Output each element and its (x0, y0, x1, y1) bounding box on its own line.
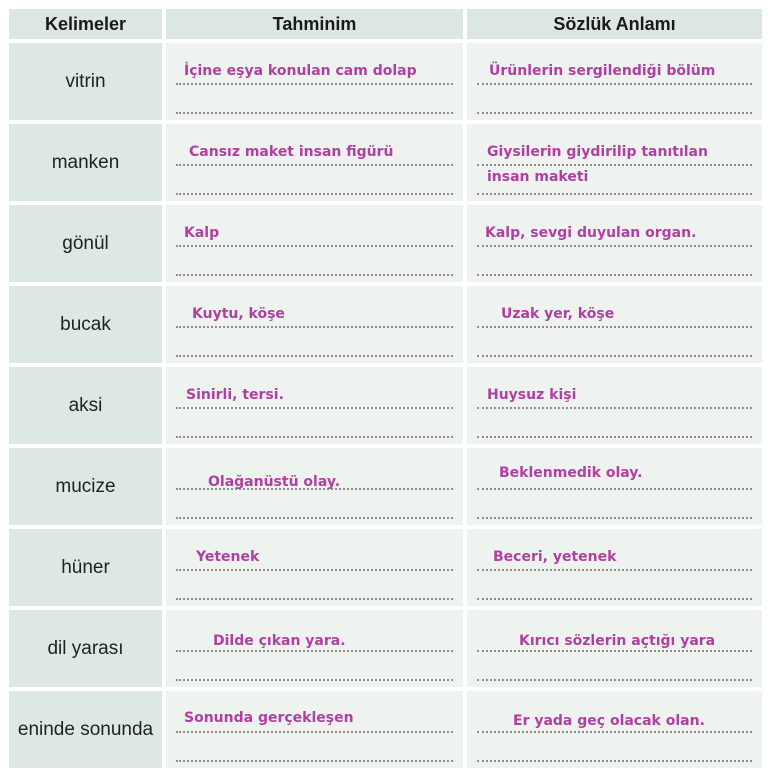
dotted-line (477, 517, 752, 519)
dotted-line (477, 488, 752, 490)
word-cell: hüner (9, 529, 162, 606)
header-words: Kelimeler (9, 9, 162, 39)
word-cell: gönül (9, 205, 162, 282)
word-cell: dil yarası (9, 610, 162, 687)
guess-cell[interactable] (166, 691, 463, 768)
dotted-line (477, 679, 752, 681)
meaning-cell[interactable] (467, 448, 762, 525)
meaning-cell[interactable] (467, 529, 762, 606)
dotted-line (176, 517, 453, 519)
dotted-line (477, 760, 752, 762)
meaning-answer: Kalp, sevgi duyulan organ. (485, 225, 697, 241)
guess-cell[interactable] (166, 124, 463, 201)
dotted-line (176, 760, 453, 762)
guess-cell[interactable] (166, 205, 463, 282)
dotted-line (176, 731, 453, 733)
dotted-line (176, 355, 453, 357)
guess-answer: Kalp (184, 225, 220, 241)
guess-answer: Yetenek (196, 549, 260, 565)
header-guess: Tahminim (166, 9, 463, 39)
guess-cell[interactable] (166, 43, 463, 120)
word-cell: eninde sonunda (9, 691, 162, 768)
word-cell: bucak (9, 286, 162, 363)
word-cell: manken (9, 124, 162, 201)
guess-answer: Kuytu, köşe (192, 306, 285, 322)
meaning-cell[interactable] (467, 205, 762, 282)
meaning-answer: Huysuz kişi (487, 387, 577, 403)
word-cell: mucize (9, 448, 162, 525)
dotted-line (477, 355, 752, 357)
guess-cell[interactable] (166, 610, 463, 687)
dotted-line (176, 193, 453, 195)
dotted-line (477, 274, 752, 276)
guess-cell[interactable] (166, 448, 463, 525)
dotted-line (176, 112, 453, 114)
meaning-answer: Ürünlerin sergilendiği bölüm (489, 63, 716, 79)
dotted-line (477, 112, 752, 114)
meaning-answer: Beklenmedik olay. (499, 465, 643, 481)
meaning-answer: Giysilerin giydirilip tanıtılan insan maketi (487, 144, 708, 185)
dotted-line (176, 598, 453, 600)
dotted-line (176, 436, 453, 438)
dotted-line (176, 274, 453, 276)
dotted-line (477, 436, 752, 438)
vocabulary-table (9, 9, 762, 768)
meaning-answer: Uzak yer, köşe (501, 306, 615, 322)
meaning-answer: Kırıcı sözlerin açtığı yara (519, 633, 716, 649)
meaning-cell[interactable] (467, 691, 762, 768)
guess-cell[interactable] (166, 367, 463, 444)
header-meaning: Sözlük Anlamı (467, 9, 762, 39)
meaning-cell[interactable] (467, 367, 762, 444)
guess-answer: Sinirli, tersi. (186, 387, 284, 403)
meaning-cell[interactable] (467, 286, 762, 363)
guess-answer: Olağanüstü olay. (208, 474, 341, 490)
meaning-answer: Beceri, yetenek (493, 549, 617, 565)
dotted-line (176, 679, 453, 681)
word-cell: aksi (9, 367, 162, 444)
guess-cell[interactable] (166, 529, 463, 606)
meaning-cell[interactable] (467, 610, 762, 687)
meaning-cell[interactable] (467, 43, 762, 120)
guess-answer: Cansız maket insan figürü (189, 144, 394, 160)
guess-answer: İçine eşya konulan cam dolap (184, 63, 417, 79)
meaning-cell[interactable] (467, 124, 762, 201)
word-cell: vitrin (9, 43, 162, 120)
guess-cell[interactable] (166, 286, 463, 363)
guess-answer: Dilde çıkan yara. (213, 633, 346, 649)
guess-answer: Sonunda gerçekleşen (184, 710, 354, 726)
dotted-line (477, 598, 752, 600)
dotted-line (477, 193, 752, 195)
meaning-answer: Er yada geç olacak olan. (513, 713, 705, 729)
